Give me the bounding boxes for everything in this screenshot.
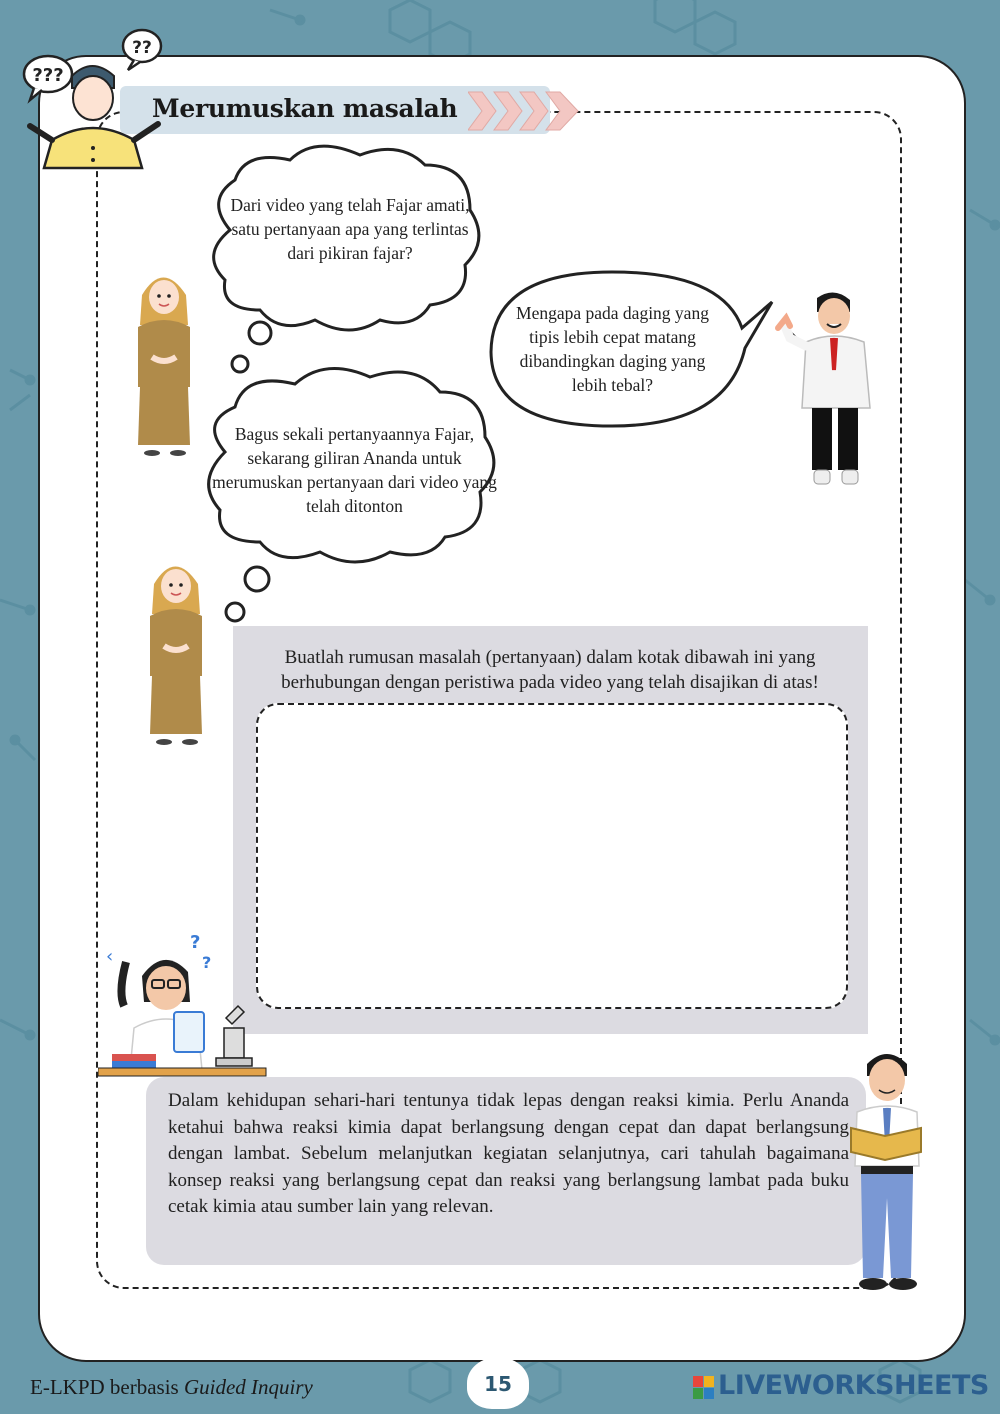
student-reading-book-icon — [845, 1048, 927, 1294]
task-instruction: Buatlah rumusan masalah (pertanyaan) dalam kotak dibawah ini yang berhubungan dengan peristiwa pada video yang telah disajikan di atas! — [281, 647, 819, 693]
scientist-girl-icon — [98, 932, 268, 1080]
question-marks-label: ??? — [32, 65, 64, 86]
info-paragraph: Dalam kehidupan sehari-hari tentunya tidak lepas dengan reaksi kimia. Perlu Ananda ketahui bahwa reaksi kimia dapat berlangsung dengan cepat dan dapat berlangsung dengan lambat. Sebelum melanjutkan kegiatan selanjutnya, cari tahulah bagaimana konsep reaksi yang berlangsung cepat dan reaksi yang berlangsung lambat pada buku cetak kimia atau sumber lain yang relevan. — [168, 1090, 849, 1217]
footer-title-italic: Guided Inquiry — [183, 1375, 313, 1399]
answer-input-box[interactable] — [256, 703, 848, 1009]
footer-title — [30, 1375, 313, 1400]
confused-person-icon — [12, 28, 167, 173]
teacher-question-text: Dari video yang telah Fajar amati, satu pertanyaan apa yang terlintas dari pikiran fajar? — [230, 195, 470, 263]
page-number: 15 — [484, 1372, 512, 1396]
teacher-figure-icon — [140, 554, 210, 749]
question-marks-label: ?? — [132, 38, 152, 58]
svg-text:?: ? — [202, 953, 212, 972]
liveworksheets-brand[interactable]: LIVEWORKSHEETS — [718, 1370, 989, 1401]
svg-text:?: ? — [190, 932, 201, 953]
footer-title-prefix: E-LKPD berbasis — [30, 1375, 179, 1399]
section-title: Merumuskan masalah — [152, 94, 458, 123]
teacher-praise-text: Bagus sekali pertanyaannya Fajar, sekarang giliran Ananda untuk merumuskan pertanyaan dari video yang telah ditonton — [212, 424, 497, 516]
student-answer-text: Mengapa pada daging yang tipis lebih cepat matang dibandingkan daging yang lebih tebal? — [516, 303, 709, 395]
teacher-figure-icon — [128, 265, 198, 460]
student-boy-waving-icon — [772, 290, 882, 495]
chevron-arrows-icon — [468, 88, 583, 134]
svg-text:‹: ‹ — [106, 946, 114, 967]
liveworksheets-logo-icon — [693, 1376, 715, 1400]
